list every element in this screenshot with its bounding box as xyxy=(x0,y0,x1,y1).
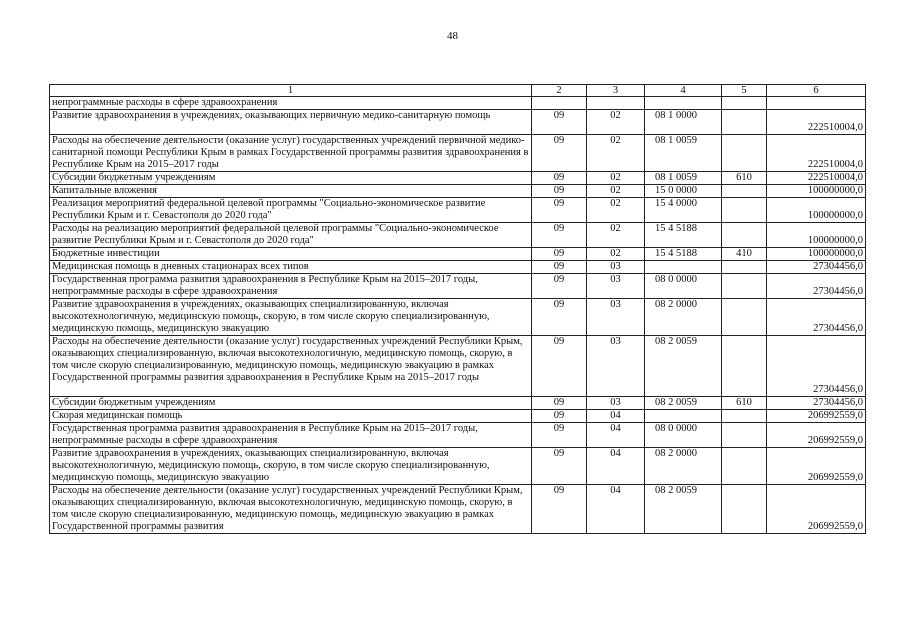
row-section-cell: 09 xyxy=(532,397,587,410)
row-subsection-cell: 02 xyxy=(587,135,645,172)
row-amount-cell: 206992559,0 xyxy=(767,410,866,423)
row-section-cell: 09 xyxy=(532,261,587,274)
row-name-cell: Расходы на обеспечение деятельности (оказание услуг) государственных учреждений Республики Крым, оказывающих специализированную, включая высокотехнологичную, медицинскую помощь, скорую, в том числе скорую специализированную, медицинскую помощь, медицинскую эвакуацию в рамках Государственной программы развития здравоохранения в Республике Крым на 2015–2017 годы xyxy=(50,336,532,397)
row-target-article-cell: 15 4 5188 xyxy=(645,248,722,261)
row-expense-type-cell xyxy=(722,223,767,248)
row-name-cell: непрограммные расходы в сфере здравоохранения xyxy=(50,97,532,110)
row-expense-type-cell xyxy=(722,485,767,534)
row-expense-type-cell xyxy=(722,336,767,397)
row-expense-type-cell: 610 xyxy=(722,397,767,410)
row-subsection-cell: 03 xyxy=(587,299,645,336)
row-amount-cell: 206992559,0 xyxy=(767,448,866,485)
row-amount-cell: 27304456,0 xyxy=(767,274,866,299)
row-expense-type-cell xyxy=(722,448,767,485)
row-target-article-cell xyxy=(645,261,722,274)
row-subsection-cell: 02 xyxy=(587,198,645,223)
row-amount-cell: 100000000,0 xyxy=(767,248,866,261)
row-expense-type-cell xyxy=(722,97,767,110)
row-amount-cell: 206992559,0 xyxy=(767,423,866,448)
row-amount-cell: 27304456,0 xyxy=(767,336,866,397)
row-subsection-cell: 03 xyxy=(587,336,645,397)
row-name-cell: Скорая медицинская помощь xyxy=(50,410,532,423)
row-amount-cell: 222510004,0 xyxy=(767,135,866,172)
row-expense-type-cell xyxy=(722,274,767,299)
row-amount-cell: 206992559,0 xyxy=(767,485,866,534)
page-number: 48 xyxy=(447,30,458,42)
row-target-article-cell: 08 0 0000 xyxy=(645,423,722,448)
header-cell-2: 2 xyxy=(532,85,587,97)
table-row xyxy=(50,448,866,485)
table-row xyxy=(50,397,866,410)
row-section-cell: 09 xyxy=(532,423,587,448)
row-target-article-cell: 08 2 0000 xyxy=(645,448,722,485)
row-section-cell: 09 xyxy=(532,198,587,223)
row-target-article-cell xyxy=(645,410,722,423)
table-row xyxy=(50,110,866,135)
row-target-article-cell: 08 1 0059 xyxy=(645,135,722,172)
row-subsection-cell: 02 xyxy=(587,185,645,198)
row-section-cell: 09 xyxy=(532,448,587,485)
header-cell-6: 6 xyxy=(767,85,866,97)
row-section-cell: 09 xyxy=(532,485,587,534)
table-header-row xyxy=(50,85,866,97)
row-section-cell: 09 xyxy=(532,185,587,198)
row-section-cell: 09 xyxy=(532,299,587,336)
row-expense-type-cell xyxy=(722,410,767,423)
row-expense-type-cell xyxy=(722,261,767,274)
row-amount-cell: 100000000,0 xyxy=(767,198,866,223)
table-row xyxy=(50,248,866,261)
row-section-cell: 09 xyxy=(532,336,587,397)
table-row xyxy=(50,485,866,534)
header-cell-5: 5 xyxy=(722,85,767,97)
row-name-cell: Развитие здравоохранения в учреждениях, оказывающих специализированную, включая высокотехнологичную, медицинскую помощь, скорую, в том числе скорую специализированную, медицинскую помощь, медицинскую эвакуацию xyxy=(50,448,532,485)
row-expense-type-cell xyxy=(722,299,767,336)
row-subsection-cell: 02 xyxy=(587,223,645,248)
row-expense-type-cell xyxy=(722,423,767,448)
row-name-cell: Развитие здравоохранения в учреждениях, оказывающих первичную медико-санитарную помощь xyxy=(50,110,532,135)
row-name-cell: Государственная программа развития здравоохранения в Республике Крым на 2015–2017 годы, непрограммные расходы в сфере здравоохранения xyxy=(50,423,532,448)
table-row xyxy=(50,172,866,185)
row-target-article-cell: 15 4 5188 xyxy=(645,223,722,248)
table-row xyxy=(50,410,866,423)
row-expense-type-cell xyxy=(722,185,767,198)
row-target-article-cell: 08 2 0059 xyxy=(645,397,722,410)
row-section-cell: 09 xyxy=(532,110,587,135)
table-row xyxy=(50,223,866,248)
row-amount-cell: 27304456,0 xyxy=(767,261,866,274)
row-name-cell: Субсидии бюджетным учреждениям xyxy=(50,397,532,410)
table-row xyxy=(50,423,866,448)
row-section-cell: 09 xyxy=(532,248,587,261)
table-row xyxy=(50,336,866,397)
table-row xyxy=(50,198,866,223)
row-expense-type-cell xyxy=(722,198,767,223)
row-name-cell: Бюджетные инвестиции xyxy=(50,248,532,261)
row-subsection-cell: 02 xyxy=(587,110,645,135)
row-name-cell: Развитие здравоохранения в учреждениях, оказывающих специализированную, включая высокотехнологичную, медицинскую помощь, скорую, в том числе скорую специализированную, медицинскую помощь, медицинскую эвакуацию xyxy=(50,299,532,336)
table-body xyxy=(50,85,866,534)
row-name-cell: Государственная программа развития здравоохранения в Республике Крым на 2015–2017 годы, непрограммные расходы в сфере здравоохранения xyxy=(50,274,532,299)
row-target-article-cell: 15 4 0000 xyxy=(645,198,722,223)
header-cell-3: 3 xyxy=(587,85,645,97)
row-subsection-cell: 03 xyxy=(587,261,645,274)
table-row xyxy=(50,274,866,299)
row-section-cell: 09 xyxy=(532,274,587,299)
row-section-cell: 09 xyxy=(532,172,587,185)
row-name-cell: Медицинская помощь в дневных стационарах всех типов xyxy=(50,261,532,274)
row-subsection-cell: 04 xyxy=(587,448,645,485)
row-amount-cell: 27304456,0 xyxy=(767,397,866,410)
budget-table xyxy=(49,84,866,534)
row-name-cell: Расходы на обеспечение деятельности (оказание услуг) государственных учреждений Республики Крым, оказывающих специализированную, включая высокотехнологичную, медицинскую помощь, скорую, в том числе скорую специализированную, медицинскую помощь, медицинскую эвакуацию в рамках Государственной программы развития xyxy=(50,485,532,534)
row-expense-type-cell: 410 xyxy=(722,248,767,261)
table-row xyxy=(50,299,866,336)
row-amount-cell xyxy=(767,97,866,110)
table-row xyxy=(50,261,866,274)
table-row xyxy=(50,97,866,110)
row-subsection-cell: 03 xyxy=(587,274,645,299)
row-expense-type-cell xyxy=(722,110,767,135)
row-target-article-cell: 08 2 0059 xyxy=(645,485,722,534)
header-cell-1: 1 xyxy=(50,85,532,97)
row-name-cell: Расходы на обеспечение деятельности (оказание услуг) государственных учреждений первичной медико-санитарной помощи Республики Крым в рамках Государственной программы развития здравоохранения в Республике Крым на 2015–2017 годы xyxy=(50,135,532,172)
row-section-cell: 09 xyxy=(532,410,587,423)
row-amount-cell: 222510004,0 xyxy=(767,110,866,135)
row-amount-cell: 222510004,0 xyxy=(767,172,866,185)
row-amount-cell: 27304456,0 xyxy=(767,299,866,336)
row-section-cell xyxy=(532,97,587,110)
row-target-article-cell: 08 0 0000 xyxy=(645,274,722,299)
table-row xyxy=(50,135,866,172)
row-target-article-cell: 08 2 0000 xyxy=(645,299,722,336)
row-subsection-cell: 02 xyxy=(587,172,645,185)
row-target-article-cell: 08 1 0000 xyxy=(645,110,722,135)
row-target-article-cell: 08 1 0059 xyxy=(645,172,722,185)
row-section-cell: 09 xyxy=(532,223,587,248)
row-section-cell: 09 xyxy=(532,135,587,172)
row-amount-cell: 100000000,0 xyxy=(767,185,866,198)
row-subsection-cell: 04 xyxy=(587,485,645,534)
table-row xyxy=(50,185,866,198)
row-name-cell: Капитальные вложения xyxy=(50,185,532,198)
row-target-article-cell xyxy=(645,97,722,110)
row-name-cell: Реализация мероприятий федеральной целевой программы "Социально-экономическое развитие Республики Крым и г. Севастополя до 2020 года" xyxy=(50,198,532,223)
row-subsection-cell: 04 xyxy=(587,423,645,448)
header-cell-4: 4 xyxy=(645,85,722,97)
row-subsection-cell: 04 xyxy=(587,410,645,423)
row-expense-type-cell xyxy=(722,135,767,172)
row-target-article-cell: 15 0 0000 xyxy=(645,185,722,198)
row-name-cell: Субсидии бюджетным учреждениям xyxy=(50,172,532,185)
row-subsection-cell: 03 xyxy=(587,397,645,410)
row-expense-type-cell: 610 xyxy=(722,172,767,185)
row-amount-cell: 100000000,0 xyxy=(767,223,866,248)
row-name-cell: Расходы на реализацию мероприятий федеральной целевой программы "Социально-экономическое развитие Республики Крым и г. Севастополя до 2020 года" xyxy=(50,223,532,248)
row-subsection-cell: 02 xyxy=(587,248,645,261)
row-target-article-cell: 08 2 0059 xyxy=(645,336,722,397)
row-subsection-cell xyxy=(587,97,645,110)
